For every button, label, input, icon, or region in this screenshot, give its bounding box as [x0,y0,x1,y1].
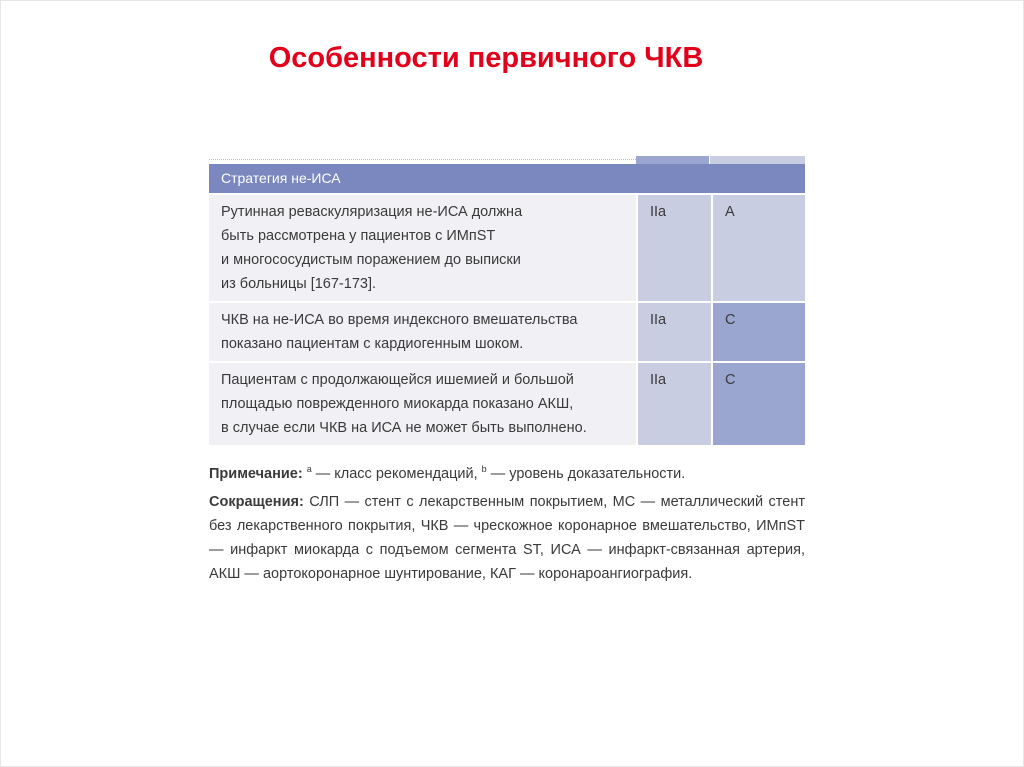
evidence-level: A [713,195,805,303]
recommendation-text: Пациентам с продолжающейся ишемией и большой площадью поврежденного миокарда показано АКШ, в случае если ЧКВ на ИСА не может быть выполнено. [209,363,638,447]
evidence-level: C [713,303,805,363]
slide-title: Особенности первичного ЧКВ [268,42,704,74]
recommendation-class: IIa [638,363,713,447]
table-row [209,363,805,447]
evidence-level: C [713,363,805,447]
table-notes [209,457,805,586]
table-row [209,303,805,363]
recommendations-table [209,195,805,447]
table-top-strip [209,156,805,164]
recommendation-text: ЧКВ на не-ИСА во время индексного вмешательства показано пациентам с кардиогенным шоком. [209,303,638,363]
recommendation-text: Рутинная реваскуляризация не-ИСА должна быть рассмотрена у пациентов с ИМпST и многососудистым поражением до выписки из больницы [167-173]. [209,195,638,303]
recommendation-class: IIa [638,195,713,303]
recommendation-class: IIa [638,303,713,363]
table-section-header: Стратегия не-ИСА [209,164,805,193]
document-excerpt [209,156,805,590]
abbreviations-paragraph: Сокращения: СЛП — стент с лекарственным покрытием, МС — металлический стент без лекарственного покрытия, ЧКВ — чрескожное коронарное вмешательство, ИМпST — инфаркт миокарда с подъемом сегмента ST, ИСА — инфаркт-связанная артерия, АКШ — аортокоронарное шунтирование, КАГ — коронароангиография. [209,493,805,582]
table-row [209,195,805,303]
note-paragraph: Примечание: $^a$ — класс рекомендаций, $^b$ — уровень доказательности. [209,464,686,482]
